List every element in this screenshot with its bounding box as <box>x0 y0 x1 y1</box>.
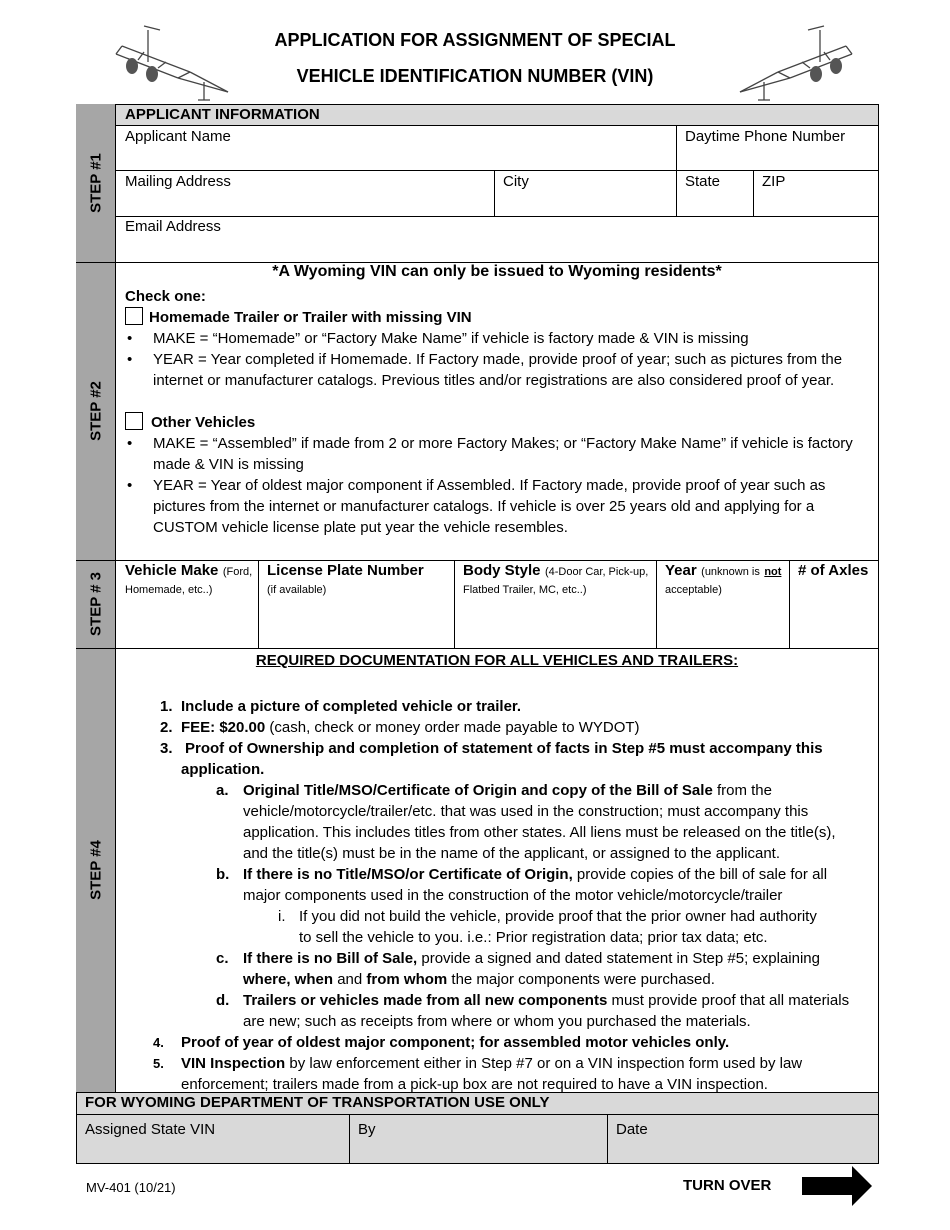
fee-payment-text: (cash, check or money order made payable to WYDOT) <box>265 719 640 736</box>
by-label: By <box>358 1121 376 1138</box>
doc-item-2-num: 2. <box>160 719 173 736</box>
other-vehicles-checkbox[interactable] <box>125 412 143 430</box>
body-style-field[interactable] <box>456 602 654 646</box>
other-vehicles-bullets <box>125 433 873 538</box>
doc-item-a-line4: and the title(s) must be in the name of the applicant, or assigned to the applicant. <box>243 845 780 862</box>
doc-item-d-bold: Trailers or vehicles made from all new components <box>243 992 608 1009</box>
fee-text: FEE: $20.00 <box>181 719 266 736</box>
doc-item-b-bold: If there is no Title/MSO/or Certificate of Origin, <box>243 866 573 883</box>
body-style-hint-a: (4-Door Car, Pick-up, <box>544 566 649 578</box>
doc-item-5-line1 <box>181 1053 802 1074</box>
doc-item-bi-num: i. <box>278 908 286 925</box>
year-hint-a: (unknown is <box>701 566 760 578</box>
doc-item-3-line2: application. <box>181 761 265 778</box>
doc-item-bi-line2: to sell the vehicle to you. i.e.: Prior registration data; prior tax data; etc. <box>299 929 768 946</box>
doc-item-a-rest: from the <box>712 782 772 799</box>
list-item: • YEAR = Year completed if Homemade. If Factory made, provide proof of year; such as pictures from the internet or manufacturer catalogs. Previous titles and/or registrations are also considered proof of year. <box>125 349 873 391</box>
doc-item-d-line2: are new; such as receipts from where or whom you purchased the materials. <box>243 1013 751 1030</box>
by-field[interactable] <box>352 1140 604 1162</box>
applicant-info-header <box>116 105 878 126</box>
doc-item-b-line1 <box>243 864 827 885</box>
doc-item-3-num: 3. <box>160 740 173 757</box>
doc-item-d-line1 <box>243 990 849 1011</box>
step3-label: STEP # 3 <box>87 572 104 636</box>
zip-field[interactable] <box>756 192 876 214</box>
city-label: City <box>503 173 529 190</box>
trailer-illustration-left <box>108 16 240 102</box>
form-title-line2: VEHICLE IDENTIFICATION NUMBER (VIN) <box>296 66 654 86</box>
email-field[interactable] <box>118 237 874 259</box>
license-plate-hint: (if available) <box>267 584 327 596</box>
doc-item-b-num: b. <box>216 866 230 883</box>
form-title-line1: APPLICATION FOR ASSIGNMENT OF SPECIAL <box>274 30 676 50</box>
doc-item-5-line2: enforcement; trailers made from a pick-up box are not required to have a VIN inspection. <box>181 1076 768 1093</box>
assigned-vin-label: Assigned State VIN <box>85 1121 216 1138</box>
year-header <box>665 562 781 598</box>
date-label: Date <box>616 1121 648 1138</box>
doc-item-d-num: d. <box>216 992 230 1009</box>
body-style-label: Body Style <box>463 562 541 579</box>
option-other-vehicles <box>125 412 873 433</box>
required-docs-heading: REQUIRED DOCUMENTATION FOR ALL VEHICLES AND TRAILERS: <box>255 652 739 669</box>
applicant-name-label: Applicant Name <box>125 128 231 145</box>
doc-item-3-line1: Proof of Ownership and completion of statement of facts in Step #5 must accompany this <box>185 740 823 757</box>
step4-column <box>76 648 116 1092</box>
state-label: State <box>685 173 721 190</box>
step4-label: STEP #4 <box>87 840 104 900</box>
axles-field[interactable] <box>791 602 877 646</box>
form-number: MV-401 (10/21) <box>86 1180 176 1195</box>
doc-item-b-line2: major components used in the construction of the motor vehicle/motorcycle/trailer <box>243 887 783 904</box>
step1-column <box>76 104 116 262</box>
zip-label: ZIP <box>762 173 786 190</box>
doc-item-5-num: 5. <box>153 1056 164 1071</box>
doc-item-c-tail: the major components were purchased. <box>447 971 715 988</box>
doc-item-c-line2 <box>243 969 715 990</box>
step2-label: STEP #2 <box>87 381 104 441</box>
date-field[interactable] <box>610 1140 876 1162</box>
doc-item-1-num: 1. <box>160 698 173 715</box>
doc-item-4-num: 4. <box>153 1035 164 1050</box>
year-label: Year <box>665 562 697 579</box>
doc-item-a-num: a. <box>216 782 229 799</box>
vehicle-make-hint-b: Homemade, etc..) <box>125 584 213 596</box>
turn-over-label: TURN OVER <box>683 1177 772 1194</box>
body-style-hint-b: Flatbed Trailer, MC, etc..) <box>463 584 587 596</box>
doc-item-d-rest: must provide proof that all materials <box>607 992 850 1009</box>
daytime-phone-label: Daytime Phone Number <box>685 128 846 145</box>
step1-label: STEP #1 <box>87 153 104 213</box>
doc-item-a-bold: Original Title/MSO/Certificate of Origin and copy of the Bill of Sale <box>243 782 713 799</box>
applicant-name-field[interactable] <box>118 146 674 168</box>
option-homemade-trailer <box>125 307 873 328</box>
doc-item-c-where-when: where, when <box>243 971 334 988</box>
body-style-header <box>463 562 648 598</box>
doc-item-c-rest: provide a signed and dated statement in Step #5; explaining <box>417 950 820 967</box>
check-one-label: Check one: <box>125 288 206 305</box>
doc-item-2 <box>181 717 640 738</box>
list-item: • MAKE = “Assembled” if made from 2 or more Factory Makes; or “Factory Make Name” if vehicle is factory made & VIN is missing <box>125 433 873 475</box>
axles-label: # of Axles <box>798 562 869 579</box>
vehicle-make-label: Vehicle Make <box>125 562 219 579</box>
option-other-vehicles-label: Other Vehicles <box>151 414 256 431</box>
doc-item-bi-line1: If you did not build the vehicle, provide proof that the prior owner had authority <box>299 908 817 925</box>
list-item: • MAKE = “Homemade” or “Factory Make Name” if vehicle is factory made & VIN is missing <box>125 328 873 349</box>
residency-notice: *A Wyoming VIN can only be issued to Wyoming residents* <box>272 263 722 280</box>
license-plate-field[interactable] <box>260 602 452 646</box>
list-item: • YEAR = Year of oldest major component if Assembled. If Factory made, provide proof of year such as pictures from the internet or manufacturer catalogs. If vehicle is over 25 years old and applying for a CUSTOM vehicle license plate put year the vehicle resembles. <box>125 475 873 538</box>
doc-item-c-bold: If there is no Bill of Sale, <box>243 950 418 967</box>
doc-item-4: Proof of year of oldest major component; for assembled motor vehicles only. <box>181 1034 730 1051</box>
email-label: Email Address <box>125 218 221 235</box>
vin-inspection-rest: by law enforcement either in Step #7 or on a VIN inspection form used by law <box>285 1055 803 1072</box>
year-field[interactable] <box>658 602 787 646</box>
doc-item-c-from-whom: from whom <box>366 971 448 988</box>
doc-item-a-line1 <box>243 780 772 801</box>
office-use-header: FOR WYOMING DEPARTMENT OF TRANSPORTATION USE ONLY <box>85 1094 550 1111</box>
doc-item-c-num: c. <box>216 950 229 967</box>
trailer-illustration-right <box>728 16 860 102</box>
vehicle-make-field[interactable] <box>118 602 256 646</box>
vehicle-make-hint-a: (Ford, <box>222 566 253 578</box>
step3-column <box>76 560 116 648</box>
mailing-address-field[interactable] <box>118 192 492 214</box>
homemade-trailer-checkbox[interactable] <box>125 307 143 325</box>
mailing-address-label: Mailing Address <box>125 173 231 190</box>
homemade-bullets <box>125 328 873 391</box>
city-field[interactable] <box>496 192 674 214</box>
state-field[interactable] <box>679 192 751 214</box>
doc-item-c-and: and <box>333 971 367 988</box>
doc-item-c-line1 <box>243 948 820 969</box>
daytime-phone-field[interactable] <box>679 146 875 168</box>
arrow-right-icon <box>802 1166 872 1206</box>
doc-item-a-line3: application. This includes titles from other states. All liens must be released on the title(s), <box>243 824 836 841</box>
license-plate-header <box>267 562 424 598</box>
doc-item-1: Include a picture of completed vehicle or trailer. <box>181 698 522 715</box>
vehicle-make-header <box>125 562 252 598</box>
doc-item-a-line2: vehicle/motorcycle/trailer/etc. that was used in the construction; must accompany this <box>243 803 809 820</box>
applicant-info-title: APPLICANT INFORMATION <box>125 106 320 123</box>
assigned-vin-field[interactable] <box>78 1140 346 1162</box>
step2-content <box>125 286 873 538</box>
doc-item-b-rest: provide copies of the bill of sale for all <box>572 866 828 883</box>
year-hint-not: not <box>764 566 782 578</box>
year-hint-b: acceptable) <box>665 584 722 596</box>
license-plate-label: License Plate Number <box>267 562 424 579</box>
step2-column <box>76 262 116 560</box>
option-homemade-trailer-label: Homemade Trailer or Trailer with missing VIN <box>149 309 472 326</box>
vin-inspection-bold: VIN Inspection <box>181 1055 286 1072</box>
